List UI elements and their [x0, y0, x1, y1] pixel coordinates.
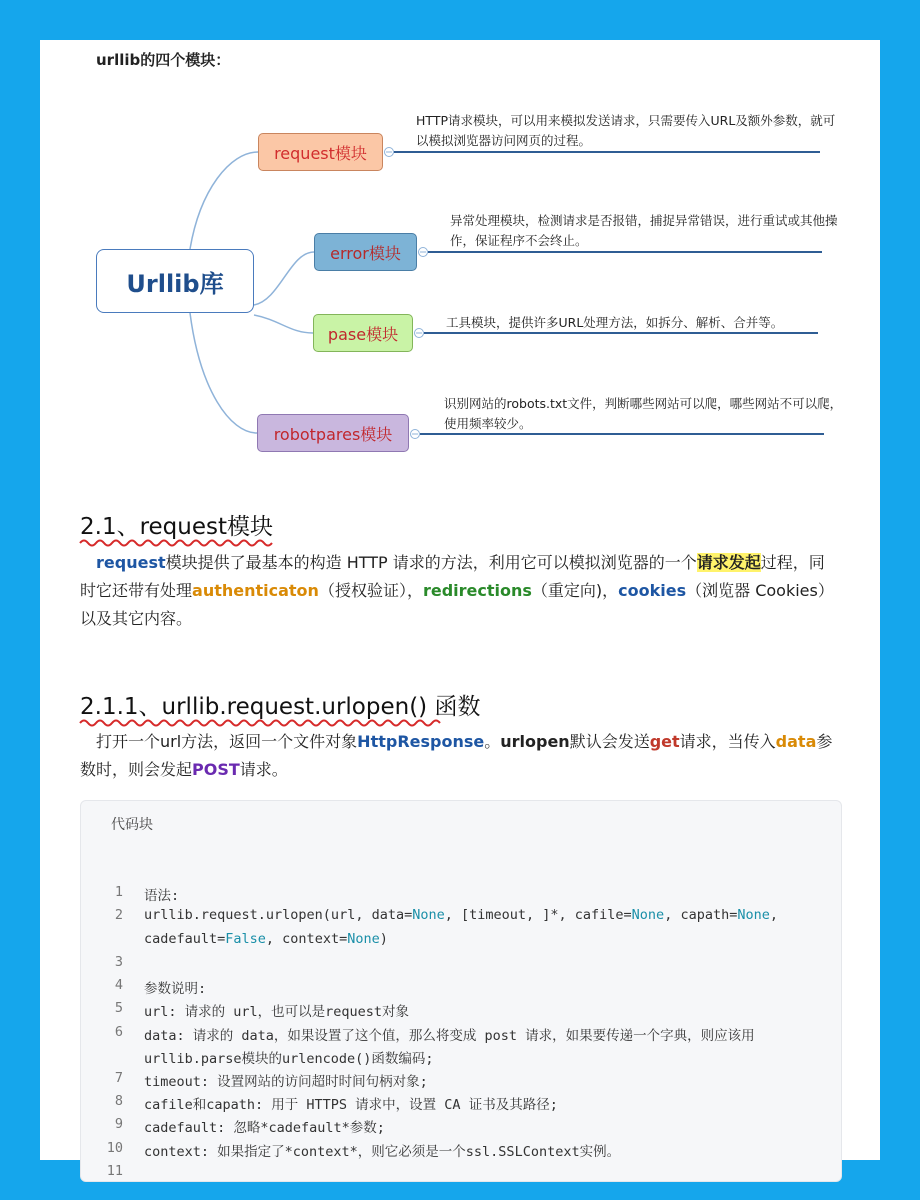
- code-token: context: 如果指定了*context*，则它必须是一个ssl.SSLContext实例。: [144, 1144, 621, 1160]
- code-token: data: 请求的 data，如果设置了这个值，那么将变成 post 请求，如果要传递一个字典，则应该用: [144, 1028, 755, 1044]
- code-token: , capath=: [664, 907, 738, 923]
- code-block[interactable]: [80, 800, 842, 1182]
- urlopen-paragraph: [80, 728, 840, 784]
- term-urlopen: urlopen: [500, 732, 570, 751]
- line-number: 5: [114, 1000, 123, 1016]
- code-text: [144, 1116, 385, 1136]
- code-token: cadefault: 忽略*cadefault*参数;: [144, 1120, 385, 1136]
- line-number: 10: [106, 1140, 123, 1156]
- text-run: 模块提供了最基本的构造 HTTP 请求的方法，利用它可以模拟浏览器的一个: [165, 553, 697, 572]
- code-token: , context=: [265, 931, 348, 947]
- mindmap-diagram: [40, 100, 880, 490]
- article-page: [40, 40, 880, 1179]
- node-error-module: error模块: [314, 233, 417, 271]
- spellcheck-underline: [80, 718, 440, 728]
- code-token: 语法:: [144, 888, 180, 904]
- code-keyword: None: [631, 907, 665, 923]
- code-token: urllib.request.urlopen(url, data=: [144, 907, 413, 923]
- text-run: （重定向)，: [531, 581, 619, 600]
- line-number: 9: [114, 1116, 123, 1132]
- code-text: [144, 1140, 620, 1160]
- term-get: get: [649, 732, 680, 751]
- highlight-term: 请求发起: [696, 553, 761, 572]
- text-run: （授权验证），: [318, 581, 423, 600]
- spellcheck-underline: [80, 538, 272, 548]
- term-post: POST: [192, 760, 240, 779]
- code-keyword: None: [347, 931, 380, 947]
- term-httpresponse: HttpResponse: [357, 732, 485, 751]
- request-module-paragraph: [80, 549, 840, 633]
- code-text: [144, 1000, 409, 1020]
- code-keyword: None: [737, 907, 770, 923]
- text-run: 打开一个url方法，返回一个文件对象: [96, 732, 358, 751]
- line-number: 4: [114, 977, 123, 993]
- code-token: cafile和capath: 用于 HTTPS 请求中，设置 CA 证书及其路径;: [144, 1097, 558, 1113]
- text-run: 默认会发送: [569, 732, 650, 751]
- code-text: [144, 1070, 428, 1090]
- term-request: request: [96, 553, 166, 572]
- code-token: , [timeout, ]*, cafile=: [444, 907, 632, 923]
- code-token: cadefault=: [144, 931, 226, 947]
- code-token: ,: [769, 907, 778, 923]
- desc-pase-module: 工具模块，提供许多URL处理方法，如拆分、解析、合并等。: [446, 315, 784, 330]
- line-number: 3: [114, 954, 123, 970]
- text-run: 参数时，则会发起: [80, 732, 833, 779]
- term-data: data: [775, 732, 817, 751]
- text-run: 请求，当传入: [679, 732, 776, 751]
- line-number: 2: [114, 907, 123, 923]
- code-keyword: False: [225, 931, 266, 947]
- term-authenticaton: authenticaton: [192, 581, 319, 600]
- section-heading-text: 2.1.1、urllib.request.urlopen() 函数: [80, 694, 481, 720]
- code-token: 参数说明:: [144, 981, 207, 997]
- code-text: [144, 977, 206, 997]
- code-block-title: 代码块: [111, 817, 153, 833]
- term-cookies: cookies: [618, 581, 687, 600]
- image-crop-edge: [40, 483, 880, 493]
- text-run: （浏览器 Cookies）以及其它内容。: [80, 581, 834, 628]
- desc-robotpares-module: 识别网站的robots.txt文件，判断哪些网站可以爬，哪些网站不可以爬，使用频率较少。: [444, 396, 843, 431]
- text-run: 。: [484, 732, 501, 751]
- mindmap-root: Urllib库: [96, 249, 254, 313]
- text-run: 过程，同时它还带有处理: [80, 553, 825, 600]
- code-token: urllib.parse模块的urlencode()函数编码;: [144, 1051, 434, 1067]
- code-keyword: None: [412, 907, 445, 923]
- code-text: [144, 1024, 755, 1044]
- node-request-module: request模块: [258, 133, 383, 171]
- code-text: [144, 1093, 558, 1113]
- node-pase-module: pase模块: [313, 314, 413, 352]
- code-token: ): [379, 931, 388, 947]
- line-number: 1: [114, 884, 123, 900]
- line-number: 11: [106, 1163, 123, 1179]
- line-number: 7: [114, 1070, 123, 1086]
- code-text: [144, 1047, 434, 1067]
- section-heading-urlopen: [80, 688, 480, 721]
- desc-request-module: HTTP请求模块，可以用来模拟发送请求，只需要传入URL及额外参数，就可以模拟浏览器访问网页的过程。: [416, 113, 836, 148]
- mindmap-caption: urllib的四个模块：: [96, 51, 231, 69]
- text-run: 请求。: [239, 760, 288, 779]
- node-robotpares-module: robotpares模块: [257, 414, 409, 452]
- line-number: 6: [114, 1024, 123, 1040]
- desc-error-module: 异常处理模块，检测请求是否报错，捕捉异常错误，进行重试或其他操作，保证程序不会终止。: [450, 213, 838, 248]
- code-token: timeout: 设置网站的访问超时时间句柄对象;: [144, 1074, 428, 1090]
- code-text: [144, 931, 388, 947]
- section-heading-text: 2.1、request模块: [80, 514, 274, 540]
- term-redirections: redirections: [422, 581, 532, 600]
- line-number: 8: [114, 1093, 123, 1109]
- code-token: url: 请求的 url，也可以是request对象: [144, 1004, 410, 1020]
- code-text: [144, 884, 179, 904]
- code-text: [144, 907, 778, 923]
- section-heading-request: [80, 508, 273, 541]
